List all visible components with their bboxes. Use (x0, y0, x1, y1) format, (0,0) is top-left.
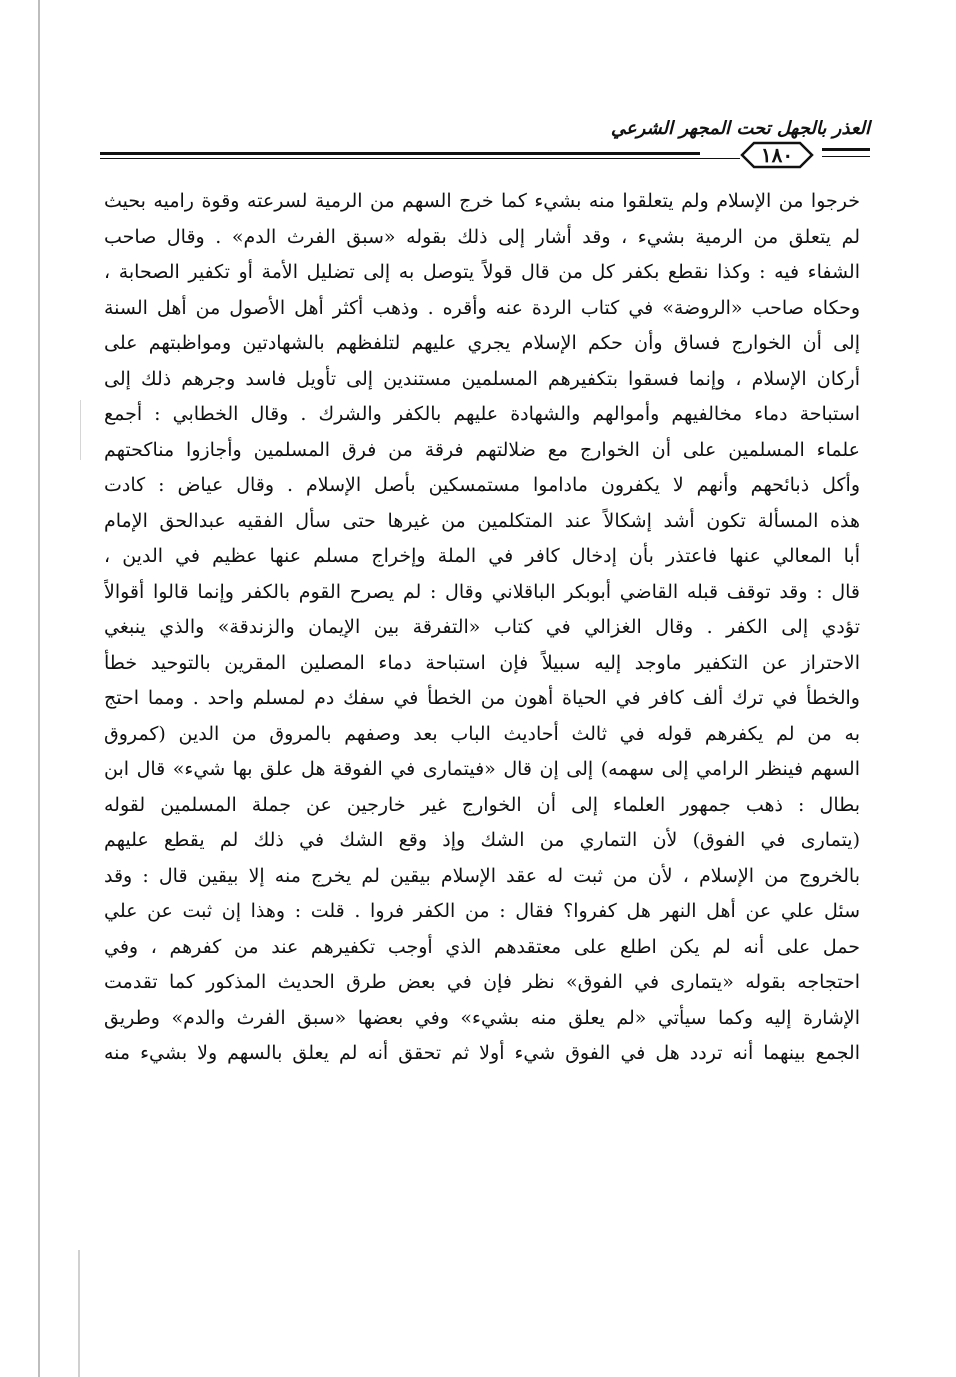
text-line: علماء المسلمين على أن الخوارج مع ضلالتهم فرقة من فرق المسلمين وأجازوا مناكحتهم (104, 438, 860, 461)
header-rule (100, 152, 700, 155)
text-line: والخطأ في ترك ألف كافر في الحياة أهون من الخطأ في سفك دم لمسلم واحد . ومما احتج (104, 687, 860, 709)
text-line: وحكاه صاحب «الروضة» في كتاب الردة عنه وأقره . وذهب أكثر أهل الأصول من أهل السنة (104, 296, 860, 319)
binding-mark (78, 1250, 80, 1377)
page-left-edge (38, 0, 40, 1377)
margin-mark (80, 400, 81, 460)
text-line: به من لم يكفرهم قوله في ثالث أحاديث الباب بعد وصفهم بالمروق من الدين (كمروق (104, 722, 860, 745)
header-dash (822, 148, 870, 151)
text-line: احتجاجه بقوله «يتمارى في الفوق» نظر فإن في بعض طرق الحديث المذكور كما تقدمت (104, 971, 860, 993)
text-line: قال : وقد توقف قبله القاضي أبوبكر الباقلاني وقال : لم يصرح القوم بالكفر وإنما قالوا أقوالاً (104, 580, 860, 603)
text-line: (يتمارى في الفوق) لأن التماري من الشك وإذ وقع الشك في ذلك لم يقطع عليهم (104, 829, 860, 851)
text-line: تؤدي إلى الكفر . وقال الغزالي في كتاب «التفرقة بين الإيمان والزندقة» والذي ينبغي (104, 616, 860, 638)
text-line: بطال : ذهب جمهور العلماء إلى أن الخوارج غير خارجين عن جملة المسلمين لقوله (104, 793, 860, 816)
text-line: أركان الإسلام ، وإنما فسقوا بتكفيرهم المسلمين مستندين إلى تأويل فاسد وجرهم ذلك إلى (104, 367, 860, 390)
page-number-badge (740, 140, 814, 170)
header-dash-thin (822, 156, 870, 157)
text-line: استباحة دماء مخالفيهم وأموالهم والشهادة عليهم بالكفر والشرك . وقال الخطابي : أجمع (104, 403, 860, 425)
text-line: خرجوا من الإسلام ولم يتعلقوا منه بشيء كما خرج السهم من الرمية لسرعته وقوة راميه بحيث (104, 190, 860, 212)
text-line: أبا المعالي عنها فاعتذر بأن إدخال كافر في الملة وإخراج مسلم عنها عظيم في الدين ، (104, 545, 860, 567)
text-line: الاحتراز عن التكفير ماوجد إليه سبيلاً فإن استباحة دماء المصلين المقرين بالتوحيد خطأ (104, 651, 860, 674)
text-line: حمل على أنه لم يكن اطلع على معتقدهم الذي أوجب تكفيرهم عند من كفرهم ، وفي (104, 935, 860, 958)
text-line: الجمع بينهما أنه تردد هل في الفوق شيء أولا ثم تحقق أنه لم يعلق بالسهم ولا بشيء منه (104, 1042, 860, 1064)
text-line: إلى أن الخوارج فساق وأن حكم الإسلام يجري عليهم لتلفظهم بالشهادتين ومواظبتهم على (104, 332, 860, 354)
text-line: لم يتعلق من الرمية بشيء ، وقد أشار إلى ذلك بقوله «سبق الفرث الدم» . وقال صاحب (104, 225, 860, 248)
text-line: وأكل ذبائحهم وأنهم لا يكفرون ماداموا مستمسكين بأصل الإسلام . وقال عياض : كادت (104, 474, 860, 496)
text-line: الإشارة إليه وكما سيأتي «لم يعلق منه بشيء» وفي بعضها «سبق الفرث والدم» وطريق (104, 1006, 860, 1029)
text-line: سئل علي عن أهل النهر هل كفروا؟ فقال : من الكفر فروا . قلت : وهذا إن ثبت عن علي (104, 900, 860, 922)
header-title: العذر بالجهل تحت المجهر الشرعي (610, 118, 870, 139)
header-rule-thin (100, 158, 740, 159)
text-line: الشفاء فيه : وكذا نقطع بكفر كل من قال قولاً يتوصل به إلى تضليل الأمة أو تكفير الصحابة ، (104, 261, 860, 283)
text-line: هذه المسألة تكون أشد إشكالاً عند المتكلمين من غيرها حتى سأل الفقيه عبدالحق الإمام (104, 509, 860, 532)
text-line: السهم فينظر الرامي إلى سهمه) إلى إن قال «فيتمارى في الفوقة هل علق بها شيء» قال ابن (104, 758, 860, 780)
text-line: بالخروج من الإسلام ، لأن من ثبت له عقد الإسلام بيقين لم يخرج منه إلا بيقين قال : وقد (104, 864, 860, 887)
running-header (100, 118, 870, 178)
body-text (104, 184, 860, 1234)
page-number: ١٨٠ (760, 143, 794, 167)
